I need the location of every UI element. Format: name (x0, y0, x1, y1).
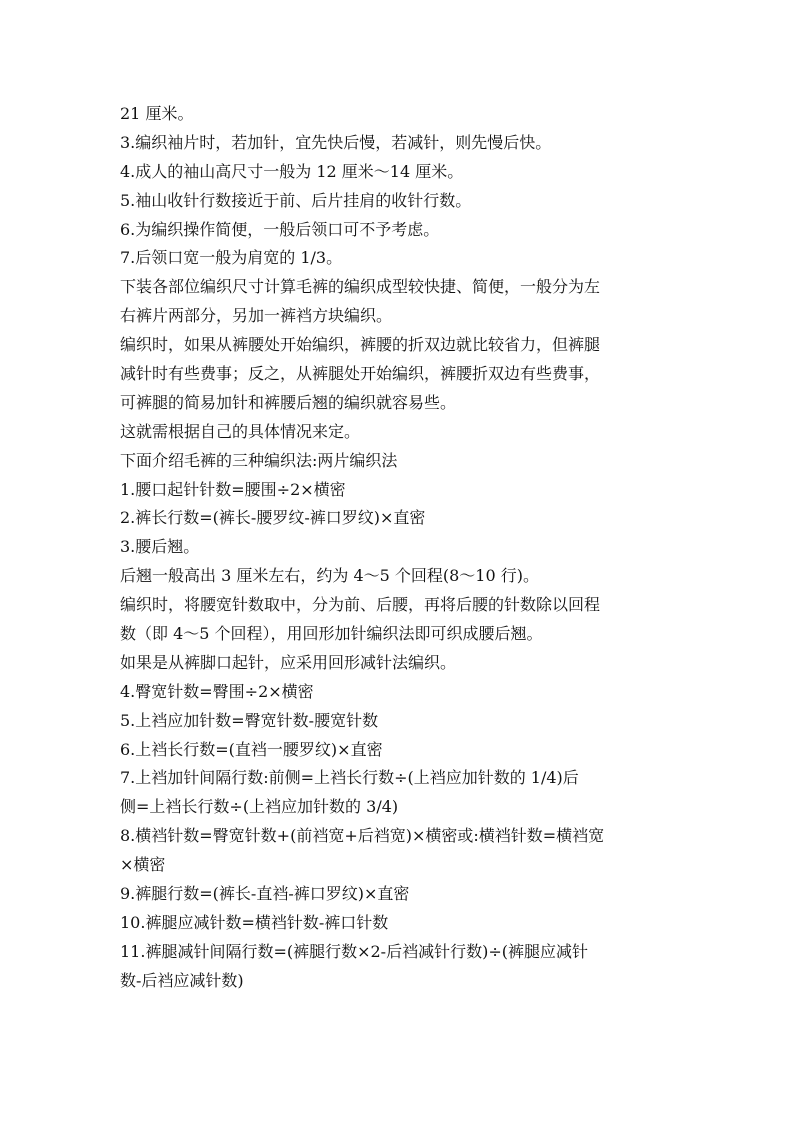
text-line: 7.上裆加针间隔行数:前侧=上裆长行数÷(上裆应加针数的 1/4)后 (120, 768, 579, 788)
text-line: 6.上裆长行数=(直裆一腰罗纹)×直密 (120, 739, 383, 759)
text-line: 1.腰口起针针数=腰围÷2×横密 (120, 479, 346, 499)
text-line: 可裤腿的简易加针和裤腰后翘的编织就容易些。 (120, 392, 457, 412)
text-line: 减针时有些费事；反之，从裤腿处开始编织，裤腰折双边有些费事， (120, 364, 601, 384)
text-line: 2.裤长行数=(裤长-腰罗纹-裤口罗纹)×直密 (120, 508, 426, 528)
text-line: 3.编织袖片时，若加针，宜先快后慢，若减针，则先慢后快。 (120, 132, 552, 152)
text-line: 数（即 4～5 个回程），用回形加针编织法即可织成腰后翘。 (120, 624, 543, 644)
text-line: 6.为编织操作简便，一般后领口可不予考虑。 (120, 219, 440, 239)
text-line: 5.袖山收针行数接近于前、后片挂肩的收针行数。 (120, 190, 472, 210)
text-line: 9.裤腿行数=(裤长-直裆-裤口罗纹)×直密 (120, 884, 410, 904)
text-line: 侧=上裆长行数÷(上裆应加针数的 3/4) (120, 797, 399, 817)
text-line: 4.成人的袖山高尺寸一般为 12 厘米～14 厘米。 (120, 161, 464, 181)
text-line: 如果是从裤脚口起针，应采用回形减针法编织。 (120, 652, 457, 672)
text-line: 11.裤腿减针间隔行数=(裤腿行数×2-后裆减针行数)÷(裤腿应减针 (120, 941, 588, 961)
text-line: 数-后裆应减针数) (120, 970, 244, 990)
text-line: ×横密 (120, 855, 166, 875)
text-line: 4.臀宽针数=臀围÷2×横密 (120, 681, 314, 701)
text-line: 5.上裆应加针数=臀宽针数-腰宽针数 (120, 710, 379, 730)
text-line: 下装各部位编织尺寸计算毛裤的编织成型较快捷、简便，一般分为左 (120, 277, 601, 297)
text-line: 21 厘米。 (120, 104, 194, 123)
text-line: 这就需根据自己的具体情况来定。 (120, 421, 361, 441)
text-line: 10.裤腿应减针数=横裆针数-裤口针数 (120, 912, 389, 932)
text-line: 编织时，将腰宽针数取中，分为前、后腰，再将后腰的针数除以回程 (120, 595, 601, 615)
document-body (120, 100, 680, 996)
text-line: 右裤片两部分，另加一裤裆方块编织。 (120, 306, 393, 326)
text-line: 8.横裆针数=臀宽针数+(前裆宽+后裆宽)×横密或:横裆针数=横裆宽 (120, 826, 605, 846)
text-line: 后翘一般高出 3 厘米左右，约为 4～5 个回程(8～10 行)。 (120, 566, 539, 586)
text-line: 下面介绍毛裤的三种编织法:两片编织法 (120, 450, 398, 470)
text-line: 7.后领口宽一般为肩宽的 1/3。 (120, 248, 343, 268)
text-line: 编织时，如果从裤腰处开始编织，裤腰的折双边就比较省力，但裤腿 (120, 335, 601, 355)
text-line: 3.腰后翘。 (120, 537, 200, 557)
